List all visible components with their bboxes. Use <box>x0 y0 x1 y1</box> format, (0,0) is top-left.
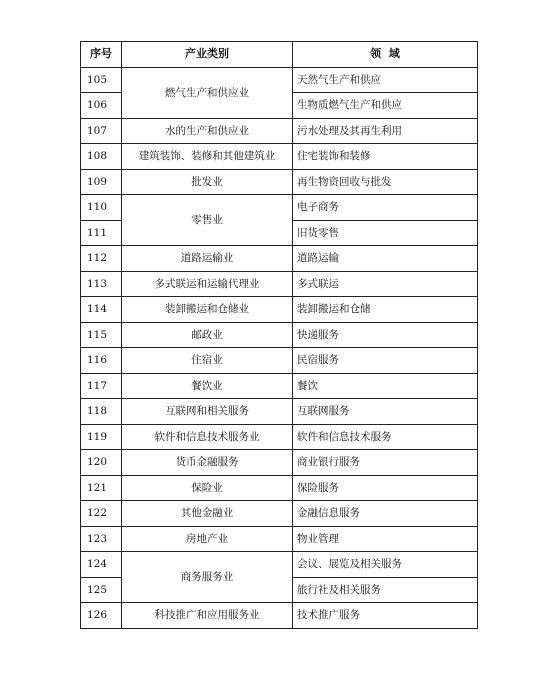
row-category: 邮政业 <box>122 322 293 348</box>
table-row <box>81 144 478 170</box>
row-domain: 装卸搬运和仓储 <box>293 297 478 323</box>
row-number: 119 <box>81 424 122 450</box>
table-row <box>81 552 478 578</box>
row-domain: 住宅装饰和装修 <box>293 144 478 170</box>
row-number: 110 <box>81 195 122 221</box>
row-category: 建筑装饰、装修和其他建筑业 <box>122 144 293 170</box>
table-row <box>81 118 478 144</box>
row-category: 房地产业 <box>122 526 293 552</box>
row-domain: 生物质燃气生产和供应 <box>293 93 478 119</box>
row-category: 多式联运和运输代理业 <box>122 271 293 297</box>
row-number: 109 <box>81 169 122 195</box>
row-domain: 再生物资回收与批发 <box>293 169 478 195</box>
industry-table <box>80 41 478 629</box>
row-number: 112 <box>81 246 122 272</box>
row-domain: 餐饮 <box>293 373 478 399</box>
header-domain: 领 域 <box>293 42 478 68</box>
row-number: 123 <box>81 526 122 552</box>
table-row <box>81 399 478 425</box>
row-domain: 快递服务 <box>293 322 478 348</box>
table-row <box>81 169 478 195</box>
row-domain: 民宿服务 <box>293 348 478 374</box>
row-category: 零售业 <box>122 195 293 246</box>
row-domain: 技术推广服务 <box>293 603 478 629</box>
row-domain: 道路运输 <box>293 246 478 272</box>
row-category: 批发业 <box>122 169 293 195</box>
table-row <box>81 322 478 348</box>
table-row <box>81 450 478 476</box>
row-number: 126 <box>81 603 122 629</box>
row-number: 121 <box>81 475 122 501</box>
row-category: 货币金融服务 <box>122 450 293 476</box>
row-domain: 多式联运 <box>293 271 478 297</box>
row-number: 122 <box>81 501 122 527</box>
table-row <box>81 501 478 527</box>
row-number: 106 <box>81 93 122 119</box>
row-domain: 天然气生产和供应 <box>293 67 478 93</box>
table-row <box>81 297 478 323</box>
table-row <box>81 246 478 272</box>
row-category: 软件和信息技术服务业 <box>122 424 293 450</box>
row-number: 120 <box>81 450 122 476</box>
row-category: 道路运输业 <box>122 246 293 272</box>
row-category: 保险业 <box>122 475 293 501</box>
row-category: 水的生产和供应业 <box>122 118 293 144</box>
table-row <box>81 373 478 399</box>
row-domain: 旧货零售 <box>293 220 478 246</box>
row-number: 113 <box>81 271 122 297</box>
table-row <box>81 603 478 629</box>
row-number: 114 <box>81 297 122 323</box>
row-number: 111 <box>81 220 122 246</box>
row-number: 118 <box>81 399 122 425</box>
table-row <box>81 195 478 221</box>
row-domain: 会议、展览及相关服务 <box>293 552 478 578</box>
row-number: 125 <box>81 577 122 603</box>
table-row <box>81 67 478 93</box>
row-number: 105 <box>81 67 122 93</box>
row-domain: 金融信息服务 <box>293 501 478 527</box>
row-number: 117 <box>81 373 122 399</box>
row-domain: 保险服务 <box>293 475 478 501</box>
row-category: 互联网和相关服务 <box>122 399 293 425</box>
row-domain: 物业管理 <box>293 526 478 552</box>
row-domain: 软件和信息技术服务 <box>293 424 478 450</box>
table-row <box>81 424 478 450</box>
row-number: 115 <box>81 322 122 348</box>
header-category: 产业类别 <box>122 42 293 68</box>
row-category: 燃气生产和供应业 <box>122 67 293 118</box>
row-domain: 互联网服务 <box>293 399 478 425</box>
row-number: 116 <box>81 348 122 374</box>
table-row <box>81 271 478 297</box>
row-category: 科技推广和应用服务业 <box>122 603 293 629</box>
table-row <box>81 526 478 552</box>
row-category: 装卸搬运和仓储业 <box>122 297 293 323</box>
row-category: 商务服务业 <box>122 552 293 603</box>
row-number: 124 <box>81 552 122 578</box>
row-domain: 商业银行服务 <box>293 450 478 476</box>
table-body <box>81 67 478 628</box>
row-number: 108 <box>81 144 122 170</box>
table-header-row <box>81 42 478 68</box>
table-row <box>81 475 478 501</box>
row-domain: 污水处理及其再生利用 <box>293 118 478 144</box>
row-category: 其他金融业 <box>122 501 293 527</box>
row-number: 107 <box>81 118 122 144</box>
header-no: 序号 <box>81 42 122 68</box>
row-domain: 旅行社及相关服务 <box>293 577 478 603</box>
table-row <box>81 348 478 374</box>
row-category: 餐饮业 <box>122 373 293 399</box>
row-category: 住宿业 <box>122 348 293 374</box>
row-domain: 电子商务 <box>293 195 478 221</box>
